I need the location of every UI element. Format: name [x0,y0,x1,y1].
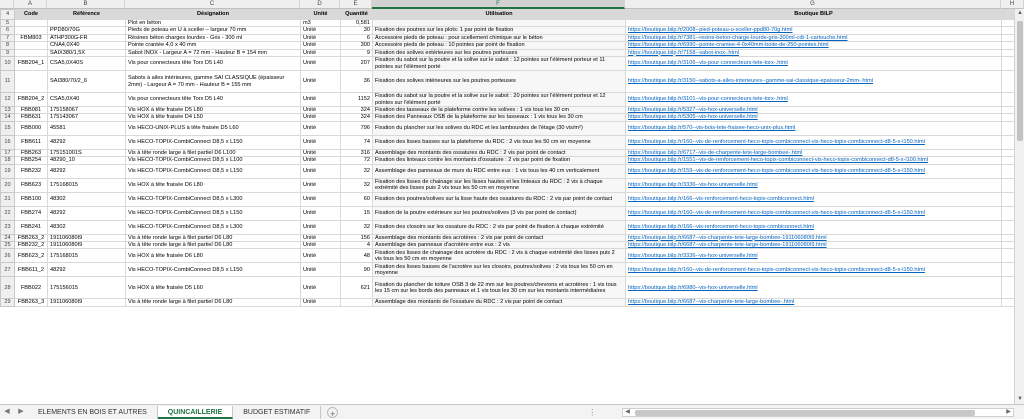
cell-code[interactable] [15,71,48,93]
cell-code[interactable] [15,27,48,34]
cell-boutique-link[interactable]: https://boutique.bilp.fr/160--vis-de-renforcement-heco-topix-combiconnect-vis-heco-topix-combiconnect-d8-5-x-l150.html [626,263,1002,277]
cell-unit[interactable]: m3 [301,20,341,27]
row-number[interactable]: 11 [1,71,15,93]
table-row [1,234,1024,241]
cell-code[interactable]: FBB232_2 [15,242,48,249]
row-number[interactable]: 18 [1,157,15,164]
cell-code[interactable]: FBB623_2 [15,249,48,263]
cell-designation[interactable]: Vis HECO-TOPIX-CombiConnect D8,5 x L150 [126,263,301,277]
cell-quantity[interactable]: 324 [341,114,373,121]
row-number[interactable]: 12 [1,93,15,107]
cell-code[interactable] [15,49,48,56]
cell-designation[interactable]: Vis à tête ronde large à filet partiel D6 L100 [126,149,301,156]
cell-designation[interactable]: Sabot INOX - Largeur A = 72 mm - Hauteur B = 154 mm [126,49,301,56]
row-number[interactable]: 28 [1,277,15,299]
cell-code[interactable]: FBM803 [15,34,48,41]
cell-utilisation[interactable]: Fixation des lisses basses sur la plateforme du RDC : 2 vis tous les 50 cm en moyenne [373,135,626,149]
cell-designation[interactable]: Vis HECO-TOPIX-CombiConnect D8,5 x L300 [126,192,301,206]
cell-boutique-link[interactable]: https://boutique.bilp.fr/166--vis-renforcement-heco-topix-combiconnect.html [626,220,1002,234]
cell-reference[interactable]: SAI380/70/2_6 [48,71,126,93]
next-sheet-icon[interactable]: ▶ [18,408,24,415]
cell-unit[interactable]: Unité [301,277,341,299]
cell-utilisation[interactable]: Fixation des closoirs sur les ossature du RDC : 2 vis par point de fixation à chaque extrémité [373,220,626,234]
table-row [1,107,1024,114]
column-header-bar [0,0,1024,9]
table-row [1,135,1024,149]
cell-designation[interactable]: Vis HECO-TOPIX-CombiConnect D8,5 x L300 [126,220,301,234]
cell-unit[interactable]: Unité [301,249,341,263]
cell-utilisation[interactable]: Fixation des poutres sur les plots: 1 par point de fixation [373,27,626,34]
cell-unit[interactable]: Unité [301,178,341,192]
column-header-h[interactable]: H [1001,0,1024,9]
cell-unit[interactable]: Unité [301,192,341,206]
cell-unit[interactable]: Unité [301,114,341,121]
row-number[interactable]: 19 [1,164,15,178]
cell-code[interactable]: FBB623 [15,178,48,192]
cell-code[interactable]: FBB204_1 [15,57,48,71]
cell-reference[interactable]: 48292 [48,164,126,178]
row-number[interactable]: 8 [1,42,15,49]
scroll-up-icon[interactable]: ▲ [1017,10,1023,16]
cell-unit[interactable]: Unité [301,157,341,164]
cell-designation[interactable]: Plot en béton [126,20,301,27]
cell-designation[interactable]: Vis HOX à tête fraisée D5 L60 [126,277,301,299]
row-number[interactable]: 22 [1,206,15,220]
cell-reference[interactable] [48,20,126,27]
cell-utilisation[interactable]: Accessoire pieds de poteau : 10 pointes par point de fixation [373,42,626,49]
cell-designation[interactable]: Vis HOX à tête fraisée D4 L50 [126,114,301,121]
header-designation[interactable]: Désignation [126,10,301,20]
cell-reference[interactable]: 175158067 [48,107,126,114]
header-code[interactable]: Code [15,10,48,20]
table-row [1,27,1024,34]
cell-code[interactable]: FBB232 [15,164,48,178]
cell-designation[interactable]: Vis HECO-TOPIX-CombiConnect D8,5 x L150 [126,164,301,178]
cell-quantity[interactable]: 74 [341,135,373,149]
column-header-g[interactable]: G [625,0,1001,9]
cell-code[interactable]: FBB631 [15,114,48,121]
cell-utilisation[interactable] [373,20,626,27]
data-table [0,9,1024,307]
cell-quantity[interactable]: 15 [341,206,373,220]
cell-reference[interactable]: 175168015 [48,178,126,192]
cell-quantity[interactable]: 90 [341,263,373,277]
cell-quantity[interactable]: 156 [341,234,373,241]
cell-quantity[interactable]: 1152 [341,93,373,107]
vertical-scroll-thumb[interactable] [1017,21,1023,141]
row-number[interactable]: 15 [1,121,15,135]
cell-reference[interactable]: 175168015 [48,249,126,263]
horizontal-scrollbar[interactable] [622,408,1014,417]
cell-reference[interactable]: PPD80/70G [48,27,126,34]
table-row [1,121,1024,135]
cell-boutique-link[interactable]: https://boutique.bilp.fr/7158--sabot-inox-.html [626,49,1002,56]
column-header-a[interactable]: A [14,0,47,9]
cell-code[interactable]: FBB263_2 [15,234,48,241]
select-all-corner[interactable] [0,0,14,9]
cell-quantity[interactable]: 316 [341,149,373,156]
cell-boutique-link[interactable]: https://boutique.bilp.fr/6980--vis-hox-universelle.html [626,277,1002,299]
cell-boutique-link[interactable]: https://boutique.bilp.fr/159--vis-de-renforcement-heco-topix-combiconnect-vis-heco-topix-combiconnect-d8-5-x-l150.html [626,164,1002,178]
table-row [1,242,1024,249]
cell-unit[interactable]: Unité [301,206,341,220]
cell-boutique-link[interactable]: https://boutique.bilp.fr/570--vis-bois-tete-fraisee-heco-unix-plus.html [626,121,1002,135]
header-unit[interactable]: Unité [301,10,341,20]
cell-utilisation[interactable]: Fixation des linteaux contre les montants d'ossature : 2 vis par point de fixation [373,157,626,164]
table-row [1,220,1024,234]
cell-designation[interactable]: Pieds de poteau en U à sceller – largeur 70 mm [126,27,301,34]
cell-unit[interactable]: Unité [301,220,341,234]
cell-quantity[interactable]: 324 [341,107,373,114]
row-number[interactable]: 14 [1,114,15,121]
cell-reference[interactable]: CNA4,0X40 [48,42,126,49]
cell-boutique-link[interactable]: https://boutique.bilp.fr/6687--vis-charpente-tete-large-bombee-.html [626,299,1002,306]
cell-designation[interactable]: Résines béton charges lourdes - Gris - 300 ml [126,34,301,41]
cell-reference[interactable]: 175156015 [48,277,126,299]
cell-unit[interactable]: Unité [301,27,341,34]
row-number[interactable]: 29 [1,299,15,306]
cell-reference[interactable]: SAIX380/1,5X [48,49,126,56]
cell-reference[interactable]: 175143067 [48,114,126,121]
cell-reference[interactable]: 48290_10 [48,157,126,164]
cell-unit[interactable]: Unité [301,234,341,241]
table-row [1,178,1024,192]
tab-quincaillerie[interactable]: QUINCAILLERIE [158,406,233,419]
cell-reference[interactable]: 48292 [48,263,126,277]
cell-quantity[interactable]: 796 [341,121,373,135]
cell-reference[interactable]: 191106080I9 [48,242,126,249]
scroll-down-icon[interactable]: ▼ [1017,396,1023,402]
table-row [1,164,1024,178]
cell-quantity[interactable]: 30 [341,27,373,34]
row-number[interactable]: 13 [1,107,15,114]
cell-utilisation[interactable]: Fixation de la poutre extérieure sur les poutres/solives (3 vis par point de contact) [373,206,626,220]
cell-code[interactable]: FBB274 [15,206,48,220]
cell-unit[interactable]: Unité [301,107,341,114]
cell-boutique-link[interactable]: https://boutique.bilp.fr/166--vis-renforcement-heco-topix-combiconnect.html [626,192,1002,206]
row-number[interactable]: 4 [1,10,15,20]
cell-boutique-link[interactable]: https://boutique.bilp.fr/7381--resine-beton-charge-lourde-gris-300ml-cdt-1-cartouche.html [626,34,1002,41]
cell-utilisation[interactable]: Fixation des lisses de chainage sur les lisses hautes et les linteaux du RDC : 2 vis à chaque extrémité des lisses puis 2 vis tous les 50 cm en moyenne [373,178,626,192]
cell-boutique-link[interactable]: https://boutique.bilp.fr/5305--vis-hox-universelle.html [626,114,1002,121]
cell-unit[interactable]: Unité [301,49,341,56]
table-row [1,157,1024,164]
cell-designation[interactable]: Sabots à ailes intérieures, gamme SAI CLASSIQUE (épaisseur 2mm) - Largeur A = 70 mm - Hauteur B = 155 mm [126,71,301,93]
cell-designation[interactable]: Vis pour connecteurs tête Torx D5 L40 [126,93,301,107]
cell-quantity[interactable]: 4 [341,242,373,249]
cell-quantity[interactable]: 48 [341,249,373,263]
cell-code[interactable]: FBB263_3 [15,299,48,306]
cell-unit[interactable]: Unité [301,263,341,277]
cell-utilisation[interactable]: Assemblage des montants de l'ossature du RDC : 2 vis par point de contact [373,299,626,306]
tab-elements-en-bois[interactable]: ELEMENTS EN BOIS ET AUTRES [28,406,158,419]
cell-designation[interactable]: Vis à tête ronde large à filet partiel D6 L80 [126,234,301,241]
cell-unit[interactable]: Unité [301,71,341,93]
row-number[interactable]: 17 [1,149,15,156]
sheet-tab-bar [0,404,1024,419]
cell-unit[interactable]: Unité [301,57,341,71]
cell-utilisation[interactable]: Fixation du plancher sur les solives du RDC et les lambourdes de l'étage (30 vis/m²) [373,121,626,135]
prev-sheet-icon[interactable]: ◀ [4,408,10,415]
cell-code[interactable]: FBB081 [15,107,48,114]
header-reference[interactable]: Référence [48,10,126,20]
table-row [1,114,1024,121]
cell-code[interactable]: FBB204_2 [15,93,48,107]
row-number[interactable]: 25 [1,242,15,249]
column-header-e[interactable]: E [340,0,372,9]
scroll-right-icon[interactable]: ▶ [1006,409,1011,415]
cell-reference[interactable]: 48302 [48,192,126,206]
table-row [1,263,1024,277]
cell-designation[interactable]: Vis HECO-UNIX-PLUS à tête fraisée D5 L60 [126,121,301,135]
cell-boutique-link[interactable]: https://boutique.bilp.fr/6717--vis-de-charpente-tete-large-bombee-.html [626,149,1002,156]
cell-code[interactable]: FBB263 [15,149,48,156]
cell-utilisation[interactable]: Fixation des Panneaux OSB de la plateforme sur les tasseaux : 1 vis tous les 30 cm [373,114,626,121]
table-row [1,49,1024,56]
table-row [1,42,1024,49]
cell-designation[interactable]: Vis HOX à tête fraisée D6 L80 [126,249,301,263]
table-row [1,93,1024,107]
cell-unit[interactable]: Unité [301,93,341,107]
cell-boutique-link[interactable]: https://boutique.bilp.fr/160--vis-de-renforcement-heco-topix-combiconnect-vis-heco-topix-combiconnect-d8-5-x-l150.html [626,206,1002,220]
header-utilisation[interactable]: Utilisation [373,10,626,20]
cell-quantity[interactable]: 72 [341,157,373,164]
cell-designation[interactable]: Vis HECO-TOPIX-CombiConnect D8,5 x L150 [126,206,301,220]
cell-unit[interactable]: Unité [301,299,341,306]
cell-utilisation[interactable]: Assemblage des montants des acrotères : 2 vis par point de contact [373,234,626,241]
cell-quantity[interactable]: 9 [341,49,373,56]
more-options-icon[interactable]: ⋮ [588,407,597,417]
cell-reference[interactable]: 191106080I9 [48,299,126,306]
cell-code[interactable]: FBB022 [15,277,48,299]
cell-utilisation[interactable]: Fixation des tasseaux de la plateforme contre les solives : 1 vis tous les 30 cm [373,107,626,114]
cell-utilisation[interactable]: Fixation des lisses basses de l'acrotère sur les closoirs, poutres/solives : 2 vis tous les 50 cm en moyenne [373,263,626,277]
vertical-scrollbar[interactable] [1014,9,1024,404]
table-row [1,206,1024,220]
cell-reference[interactable]: 48292 [48,206,126,220]
cell-unit[interactable]: Unité [301,121,341,135]
cell-code[interactable]: FBB611_2 [15,263,48,277]
row-number[interactable]: 16 [1,135,15,149]
cell-reference[interactable]: 48292 [48,135,126,149]
row-number[interactable]: 27 [1,263,15,277]
cell-designation[interactable]: Vis HECO-TOPIX-CombiConnect D8,5 x L100 [126,157,301,164]
cell-reference[interactable]: 175151001S [48,149,126,156]
cell-quantity[interactable]: 0,581 [341,20,373,27]
cell-boutique-link[interactable]: https://boutique.bilp.fr/6990--pointe-crantee-4-0x40mm-boite-de-250-pointes.html [626,42,1002,49]
column-header-f[interactable]: F [372,0,625,9]
cell-code[interactable]: FBB254 [15,157,48,164]
cell-designation[interactable]: Vis pour connecteurs tête Torx D5 L40 [126,57,301,71]
column-header-d[interactable]: D [300,0,340,9]
cell-unit[interactable]: Unité [301,164,341,178]
table-row [1,20,1024,27]
cell-unit[interactable]: Unité [301,149,341,156]
cell-designation[interactable]: Vis HOX à tête fraisée D6 L80 [126,178,301,192]
row-number[interactable]: 9 [1,49,15,56]
cell-utilisation[interactable]: Assemblage des panneaux de murs du RDC entre eux : 1 vis tous les 40 cm verticalement [373,164,626,178]
cell-code[interactable] [15,20,48,27]
horizontal-scroll-thumb[interactable] [635,410,975,416]
cell-boutique-link[interactable]: https://boutique.bilp.fr/3150--sabots-a-ailes-interieures--gamme-sai-classique-epaisseur-2mm-.html [626,71,1002,93]
cell-code[interactable] [15,42,48,49]
cell-quantity[interactable]: 6 [341,34,373,41]
cell-quantity[interactable]: 621 [341,277,373,299]
column-header-c[interactable]: C [125,0,300,9]
cell-unit[interactable]: Unité [301,135,341,149]
row-number[interactable]: 10 [1,57,15,71]
cell-reference[interactable]: ATHP300G-FR [48,34,126,41]
cell-utilisation[interactable]: Assemblage des montants des ossatures du RDC : 2 vis par point de contact [373,149,626,156]
cell-code[interactable]: FBB611 [15,135,48,149]
cell-code[interactable]: FBB241 [15,220,48,234]
cell-designation[interactable]: Vis HECO-TOPIX-CombiConnect D8,5 x L150 [126,135,301,149]
cell-designation[interactable]: Vis à tête ronde large à filet partiel D6 L80 [126,299,301,306]
cell-utilisation[interactable]: Fixation des lisses de chainage des acrotère du RDC : 2 vis à chaque extrémité des lisses puis 2 vis tous les 50 cm en moyenne [373,249,626,263]
table-row [1,249,1024,263]
table-row [1,34,1024,41]
table-row [1,277,1024,299]
table-row [1,299,1024,306]
cell-quantity[interactable]: 32 [341,178,373,192]
cell-boutique-link[interactable]: https://boutique.bilp.fr/3101--vis-pour-connecteurs-tete-torx-.html [626,93,1002,107]
row-number[interactable]: 23 [1,220,15,234]
cell-reference[interactable]: 48302 [48,220,126,234]
header-row [1,10,1024,20]
cell-unit[interactable]: Unité [301,242,341,249]
cell-boutique-link[interactable]: https://boutique.bilp.fr/1551--vis-de-renforcement-heco-topix-combiconnect-vis-heco-topix-combiconnect-d8-5-x-l100.html [626,157,1002,164]
cell-code[interactable]: FBB100 [15,192,48,206]
cell-unit[interactable]: Unité [301,34,341,41]
scroll-left-icon[interactable]: ◀ [625,409,630,415]
cell-quantity[interactable]: 207 [341,57,373,71]
cell-quantity[interactable] [341,299,373,306]
cell-boutique-link[interactable]: https://boutique.bilp.fr/5327--vis-hox-universelle.html [626,107,1002,114]
add-sheet-icon[interactable]: + [327,407,338,418]
cell-designation[interactable]: Pointe crantée 4,0 x 40 mm [126,42,301,49]
row-number[interactable]: 24 [1,234,15,241]
header-quantity[interactable]: Quantité [341,10,373,20]
cell-utilisation[interactable]: Fixation du sabot sur la poutre et la solive sur le sabot : 12 pointes sur l'élément porteur et 11 pointes sur l'élément porté [373,57,626,71]
cell-utilisation[interactable]: Fixation des poutres/solives sur la lisse haute des ossatures du RDC : 2 vis par point de contact [373,192,626,206]
cell-utilisation[interactable]: Fixation des solives intérieures sur les poutres porteuses [373,71,626,93]
table-row [1,192,1024,206]
row-number[interactable]: 5 [1,20,15,27]
cell-quantity[interactable]: 60 [341,192,373,206]
row-number[interactable]: 6 [1,27,15,34]
cell-boutique-link[interactable]: https://boutique.bilp.fr/6687--vis-charpente-tete-large-bombee-191106080I9.html [626,234,1002,241]
cell-boutique-link[interactable]: https://boutique.bilp.fr/3336--vis-hox-universelle.html [626,249,1002,263]
cell-designation[interactable]: Vis HOX à tête fraisée D5 L80 [126,107,301,114]
column-header-b[interactable]: B [47,0,125,9]
header-boutique[interactable]: Boutique BILP [626,10,1002,20]
row-number[interactable]: 7 [1,34,15,41]
cell-boutique-link[interactable]: https://boutique.bilp.fr/3336--vis-hox-universelle.html [626,178,1002,192]
cell-code[interactable]: FBB000 [15,121,48,135]
cell-utilisation[interactable]: Fixation du sabot sur la poutre et la solive sur le sabot : 20 pointes sur l'élément porteur et 12 pointes sur l'élément porté [373,93,626,107]
cell-utilisation[interactable]: Accessoire pieds de poteau : pour scellement chimique sur le béton [373,34,626,41]
cell-quantity[interactable]: 36 [341,71,373,93]
cell-reference[interactable]: 191106080I9 [48,234,126,241]
cell-boutique-link[interactable] [626,20,1002,27]
row-number[interactable]: 20 [1,178,15,192]
row-number[interactable]: 26 [1,249,15,263]
row-number[interactable]: 21 [1,192,15,206]
cell-quantity[interactable]: 32 [341,220,373,234]
cell-utilisation[interactable]: Assemblage des panneaux d'acrotère entre eux : 2 vis [373,242,626,249]
cell-boutique-link[interactable]: https://boutique.bilp.fr/6687--vis-charpente-tete-large-bombee-191106080I9.html [626,242,1002,249]
cell-utilisation[interactable]: Fixation du plancher de toiture OSB 3 de 22 mm sur les poutres/chevrons et acrotères : 1 vis tous les 15 cm sur les bords des panneaux et 1 vis tous les 30 cm sur les montants intermédiaires [373,277,626,299]
cell-reference[interactable]: CSA5,0X40 [48,93,126,107]
table-row [1,149,1024,156]
tab-budget-estimatif[interactable]: BUDGET ESTIMATIF [233,406,321,419]
table-row [1,57,1024,71]
cell-designation[interactable]: Vis à tête ronde large à filet partiel D6 L80 [126,242,301,249]
cell-utilisation[interactable]: Fixation des solives extérieures sur les poutres porteuses [373,49,626,56]
cell-reference[interactable]: CSA5,0X40S [48,57,126,71]
cell-boutique-link[interactable]: https://boutique.bilp.fr/2008--pied-poteau-u-sceller-ppd80-70g.html [626,27,1002,34]
cell-quantity[interactable]: 32 [341,164,373,178]
cell-unit[interactable]: Unité [301,42,341,49]
table-row [1,71,1024,93]
cell-boutique-link[interactable]: https://boutique.bilp.fr/160--vis-de-renforcement-heco-topix-combiconnect-vis-heco-topix-combiconnect-d8-5-x-l150.html [626,135,1002,149]
cell-quantity[interactable]: 300 [341,42,373,49]
cell-reference[interactable]: 45581 [48,121,126,135]
cell-boutique-link[interactable]: https://boutique.bilp.fr/3106--vis-pour-connecteurs-tete-torx-.html [626,57,1002,71]
